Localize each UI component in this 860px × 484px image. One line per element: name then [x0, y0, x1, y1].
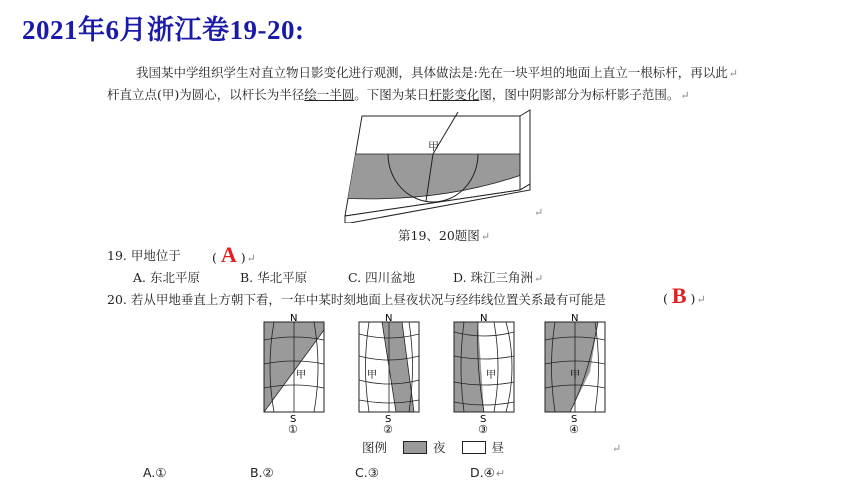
map-2[interactable]	[359, 313, 419, 434]
svg-text:甲: 甲	[296, 370, 306, 381]
q19-option-a[interactable]: A. 东北平原	[133, 270, 200, 285]
svg-text:甲: 甲	[570, 370, 580, 381]
q20-answer-group: ( B )↵	[663, 283, 706, 308]
page-title: 2021年6月浙江卷19-20:	[22, 15, 305, 45]
svg-text:S: S	[290, 414, 297, 425]
svg-text:①: ①	[288, 423, 298, 434]
intro-line-2: 杆直立点(甲)为圆心，以杆长为半径绘一半圆。下图为某日杆影变化图，图中阴影部分为标杆影子范围。↵	[107, 87, 690, 102]
return-mark-2: ↵	[612, 442, 622, 455]
q20-choice-d[interactable]: D.④↵	[470, 465, 506, 480]
map-4[interactable]	[545, 313, 605, 434]
svg-text:②: ②	[383, 423, 393, 434]
svg-text:甲: 甲	[367, 370, 377, 381]
map-3[interactable]	[454, 313, 514, 434]
q19-option-d[interactable]: D. 珠江三角洲↵	[453, 270, 544, 285]
legend-night-swatch	[403, 441, 427, 454]
q20-choice-a[interactable]: A.①	[143, 465, 167, 480]
intro-line-1: 我国某中学组织学生对直立物日影变化进行观测，具体做法是:先在一块平坦的地面上直立一根标杆，再以此↵	[136, 65, 738, 80]
q19-answer-group: ( A )↵	[212, 242, 256, 267]
q20-answer: B	[671, 283, 687, 308]
q20-maps	[250, 312, 620, 434]
q20-choice-c[interactable]: C.③	[355, 465, 379, 480]
svg-text:N: N	[571, 313, 579, 324]
svg-text:③: ③	[478, 423, 488, 434]
svg-text:S: S	[385, 414, 392, 425]
q20-stem: 20. 若从甲地垂直上方朝下看，一年中某时刻地面上昼夜状况与经纬线位置关系最有可能是	[107, 292, 606, 307]
svg-text:S: S	[571, 414, 578, 425]
svg-text:甲: 甲	[486, 370, 496, 381]
q19-option-b[interactable]: B. 华北平原	[240, 270, 308, 285]
return-mark: ↵	[534, 206, 544, 219]
svg-text:④: ④	[569, 423, 579, 434]
q19-stem: 19. 甲地位于	[107, 248, 181, 263]
svg-text:S: S	[480, 414, 487, 425]
figure-caption: 第19、20题图↵	[398, 228, 491, 243]
q19-answer: A	[220, 242, 237, 267]
map-1[interactable]	[264, 313, 324, 434]
q19-option-c[interactable]: C. 四川盆地	[348, 270, 416, 285]
legend-day-swatch	[462, 441, 486, 454]
svg-text:N: N	[385, 313, 393, 324]
legend: 图例 夜 昼	[362, 440, 505, 455]
q20-choice-b[interactable]: B.②	[250, 465, 274, 480]
jia-label: 甲	[428, 140, 439, 153]
svg-text:N: N	[290, 313, 298, 324]
shadow-diagram	[340, 108, 540, 223]
svg-text:N: N	[480, 313, 488, 324]
